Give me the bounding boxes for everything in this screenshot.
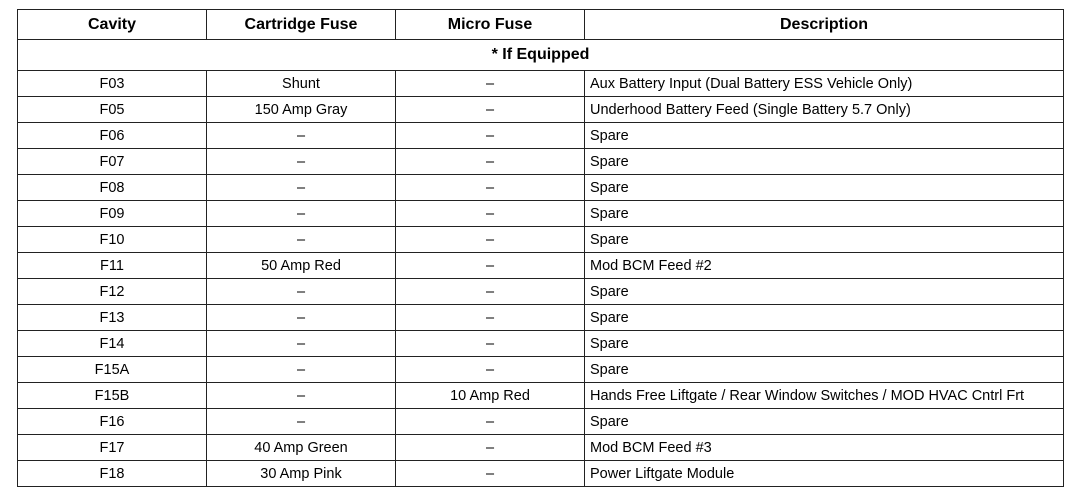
header-cartridge-fuse: Cartridge Fuse xyxy=(207,10,396,40)
section-label: * If Equipped xyxy=(18,40,1064,71)
cell-cartridge-fuse: 150 Amp Gray xyxy=(207,97,396,123)
cell-cartridge-fuse: 50 Amp Red xyxy=(207,253,396,279)
cell-cavity: F11 xyxy=(18,253,207,279)
table-row xyxy=(18,435,1064,461)
table-row xyxy=(18,279,1064,305)
cell-cavity: F15B xyxy=(18,383,207,409)
cell-cavity: F12 xyxy=(18,279,207,305)
cell-description: Spare xyxy=(585,227,1064,253)
cell-micro-fuse: – xyxy=(396,331,585,357)
cell-micro-fuse: – xyxy=(396,253,585,279)
cell-cavity: F09 xyxy=(18,201,207,227)
cell-description: Aux Battery Input (Dual Battery ESS Vehicle Only) xyxy=(585,71,1064,97)
cell-micro-fuse: – xyxy=(396,409,585,435)
cell-micro-fuse: – xyxy=(396,175,585,201)
cell-description: Mod BCM Feed #3 xyxy=(585,435,1064,461)
cell-cavity: F16 xyxy=(18,409,207,435)
cell-description: Power Liftgate Module xyxy=(585,461,1064,487)
cell-cartridge-fuse: – xyxy=(207,279,396,305)
table-row xyxy=(18,123,1064,149)
header-micro-fuse: Micro Fuse xyxy=(396,10,585,40)
cell-cartridge-fuse: – xyxy=(207,331,396,357)
cell-cartridge-fuse: – xyxy=(207,383,396,409)
cell-cavity: F14 xyxy=(18,331,207,357)
cell-cartridge-fuse: – xyxy=(207,305,396,331)
cell-description: Spare xyxy=(585,279,1064,305)
cell-description: Hands Free Liftgate / Rear Window Switches / MOD HVAC Cntrl Frt xyxy=(585,383,1064,409)
table-row xyxy=(18,383,1064,409)
cell-description: Spare xyxy=(585,149,1064,175)
cell-cartridge-fuse: – xyxy=(207,409,396,435)
table-row xyxy=(18,149,1064,175)
table-row xyxy=(18,201,1064,227)
header-row xyxy=(18,10,1064,40)
table-row xyxy=(18,357,1064,383)
cell-description: Spare xyxy=(585,201,1064,227)
cell-cartridge-fuse: 40 Amp Green xyxy=(207,435,396,461)
cell-description: Spare xyxy=(585,305,1064,331)
section-row xyxy=(18,40,1064,71)
table-row xyxy=(18,461,1064,487)
cell-cavity: F07 xyxy=(18,149,207,175)
cell-cartridge-fuse: – xyxy=(207,227,396,253)
cell-micro-fuse: – xyxy=(396,201,585,227)
cell-cavity: F10 xyxy=(18,227,207,253)
cell-cartridge-fuse: – xyxy=(207,201,396,227)
cell-cavity: F05 xyxy=(18,97,207,123)
cell-cavity: F18 xyxy=(18,461,207,487)
cell-cavity: F17 xyxy=(18,435,207,461)
cell-micro-fuse: – xyxy=(396,461,585,487)
cell-description: Mod BCM Feed #2 xyxy=(585,253,1064,279)
cell-micro-fuse: – xyxy=(396,279,585,305)
cell-cartridge-fuse: – xyxy=(207,357,396,383)
table-row xyxy=(18,175,1064,201)
table-row xyxy=(18,71,1064,97)
table-row xyxy=(18,227,1064,253)
table-row xyxy=(18,97,1064,123)
cell-cavity: F08 xyxy=(18,175,207,201)
cell-micro-fuse: 10 Amp Red xyxy=(396,383,585,409)
cell-description: Underhood Battery Feed (Single Battery 5.7 Only) xyxy=(585,97,1064,123)
cell-description: Spare xyxy=(585,331,1064,357)
fuse-table xyxy=(17,9,1064,487)
cell-micro-fuse: – xyxy=(396,227,585,253)
cell-micro-fuse: – xyxy=(396,149,585,175)
cell-cavity: F15A xyxy=(18,357,207,383)
table-row xyxy=(18,409,1064,435)
cell-micro-fuse: – xyxy=(396,357,585,383)
table-row xyxy=(18,253,1064,279)
cell-micro-fuse: – xyxy=(396,305,585,331)
header-description: Description xyxy=(585,10,1064,40)
cell-description: Spare xyxy=(585,175,1064,201)
cell-cartridge-fuse: Shunt xyxy=(207,71,396,97)
header-cavity: Cavity xyxy=(18,10,207,40)
cell-cartridge-fuse: – xyxy=(207,175,396,201)
cell-cartridge-fuse: – xyxy=(207,149,396,175)
cell-description: Spare xyxy=(585,357,1064,383)
cell-description: Spare xyxy=(585,409,1064,435)
cell-micro-fuse: – xyxy=(396,435,585,461)
cell-cavity: F06 xyxy=(18,123,207,149)
cell-micro-fuse: – xyxy=(396,97,585,123)
cell-cartridge-fuse: – xyxy=(207,123,396,149)
cell-micro-fuse: – xyxy=(396,123,585,149)
table-row xyxy=(18,331,1064,357)
cell-cavity: F03 xyxy=(18,71,207,97)
cell-micro-fuse: – xyxy=(396,71,585,97)
cell-description: Spare xyxy=(585,123,1064,149)
cell-cartridge-fuse: 30 Amp Pink xyxy=(207,461,396,487)
table-row xyxy=(18,305,1064,331)
cell-cavity: F13 xyxy=(18,305,207,331)
